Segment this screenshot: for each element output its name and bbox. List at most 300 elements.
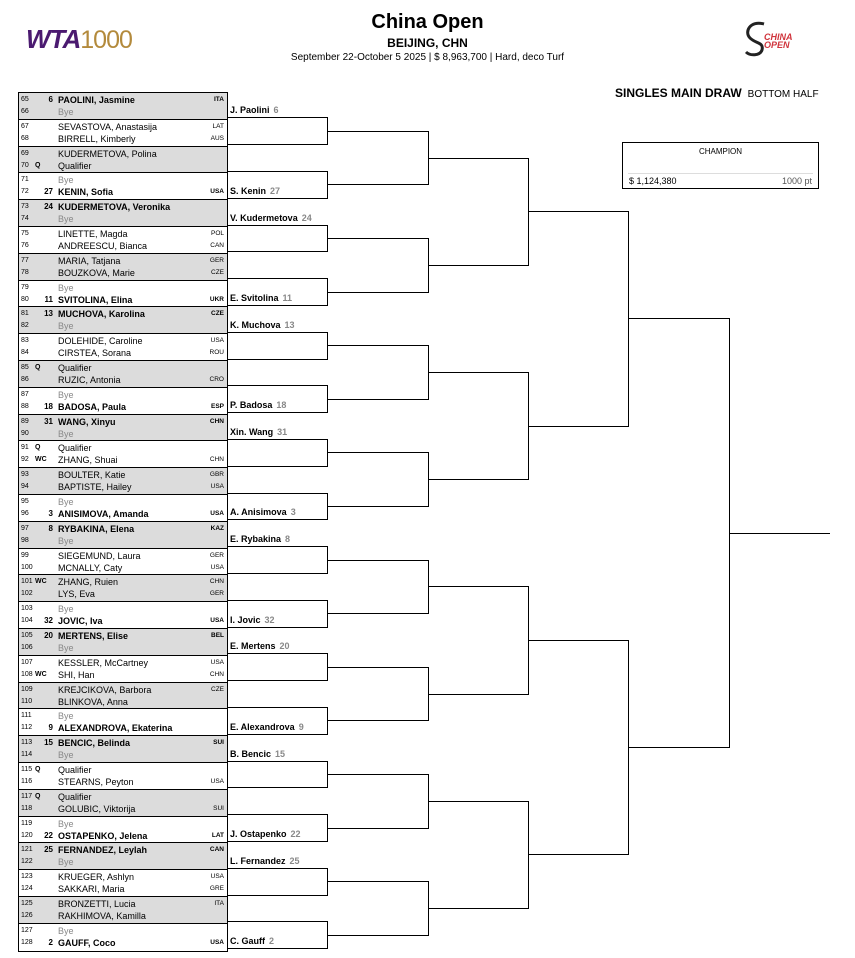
round2-player — [230, 400, 326, 411]
draw-position: 120 — [21, 831, 33, 839]
round2-name: L. Fernandez — [230, 856, 286, 866]
bracket-line — [228, 948, 327, 949]
round2-player — [230, 293, 326, 304]
bracket-line — [327, 707, 328, 735]
player-name: Bye — [58, 857, 74, 868]
draw-position: 125 — [21, 899, 33, 907]
bracket-line — [228, 787, 327, 788]
player-row — [19, 201, 227, 213]
bracket-line — [628, 211, 629, 427]
match-pair — [19, 709, 227, 736]
match-pair — [19, 924, 227, 951]
entry-status: WC — [35, 578, 47, 586]
bracket-line — [528, 801, 529, 909]
draw-position: 76 — [21, 241, 29, 249]
bracket-line — [228, 573, 327, 574]
draw-position: 108 — [21, 670, 33, 678]
bracket-line — [327, 881, 428, 882]
player-row — [19, 550, 227, 562]
match-pair — [19, 602, 227, 629]
player-nation: POL — [210, 229, 224, 237]
bracket-line — [428, 586, 528, 587]
draw-position: 97 — [21, 524, 29, 532]
bracket-line — [729, 533, 830, 534]
entry-status: Q — [35, 765, 41, 773]
player-name: Bye — [58, 642, 74, 653]
entry-status: Q — [35, 161, 41, 169]
round2-player — [230, 722, 326, 733]
bracket-line — [228, 868, 327, 869]
player-row — [19, 898, 227, 910]
player-row — [19, 710, 227, 722]
player-name: Bye — [58, 175, 74, 186]
draw-position: 115 — [21, 765, 33, 773]
draw-position: 106 — [21, 643, 33, 651]
bracket-line — [428, 908, 528, 909]
player-nation: CZE — [211, 310, 224, 318]
player-row — [19, 94, 227, 106]
bracket-line — [228, 680, 327, 681]
player-nation: USA — [210, 873, 224, 881]
match-pair — [19, 468, 227, 495]
player-row — [19, 320, 227, 332]
draw-position: 111 — [21, 712, 32, 720]
player-row — [19, 844, 227, 856]
bracket-line — [228, 707, 327, 708]
tournament-title: China Open — [371, 11, 484, 33]
draw-position: 70 — [21, 161, 29, 169]
draw-position: 74 — [21, 215, 29, 223]
player-name: LYS, Eva — [58, 589, 95, 600]
match-pair — [19, 334, 227, 361]
bracket-line — [327, 613, 428, 614]
round2-name: E. Rybakina — [230, 534, 282, 544]
bracket-line — [327, 774, 428, 775]
player-row — [19, 308, 227, 320]
draw-position: 82 — [21, 322, 29, 330]
draw-title: SINGLES MAIN DRAW BOTTOM HALF — [615, 86, 819, 100]
player-name: SAKKARI, Maria — [58, 884, 125, 895]
match-pair — [19, 817, 227, 844]
draw-position: 110 — [21, 697, 33, 705]
match-pair — [19, 441, 227, 468]
round2-seed: 31 — [277, 427, 288, 437]
player-name: DOLEHIDE, Caroline — [58, 336, 143, 347]
draw-position: 75 — [21, 229, 29, 237]
player-nation: AUS — [210, 134, 224, 142]
match-pair — [19, 736, 227, 763]
round2-seed: 22 — [290, 829, 301, 839]
player-row — [19, 174, 227, 186]
bracket-line — [428, 372, 528, 373]
tournament-info: September 22-October 5 2025 | $ 8,963,700 | Hard, deco Turf — [290, 52, 565, 63]
player-name: Bye — [58, 925, 74, 936]
match-pair — [19, 227, 227, 254]
bracket-line — [228, 519, 327, 520]
player-nation: GBR — [209, 471, 224, 479]
draw-position: 68 — [21, 134, 29, 142]
draw-position: 119 — [21, 819, 33, 827]
bracket-line — [327, 238, 428, 239]
seed-number: 13 — [44, 309, 53, 319]
match-pair — [19, 656, 227, 683]
round2-player — [230, 615, 326, 626]
player-row — [19, 910, 227, 922]
draw-position: 128 — [21, 938, 33, 946]
match-pair — [19, 307, 227, 334]
draw-position: 69 — [21, 149, 29, 157]
player-row — [19, 883, 227, 895]
first-round-draw — [18, 92, 228, 952]
match-pair — [19, 897, 227, 924]
player-name: PAOLINI, Jasmine — [58, 95, 135, 105]
player-row — [19, 791, 227, 803]
player-nation: UKR — [209, 295, 224, 303]
round2-seed: 3 — [290, 507, 296, 517]
bracket-line — [628, 318, 729, 319]
draw-position: 79 — [21, 283, 29, 291]
match-pair — [19, 763, 227, 790]
player-name: SVITOLINA, Elina — [58, 294, 133, 305]
round2-name: J. Ostapenko — [230, 829, 287, 839]
player-row — [19, 416, 227, 428]
player-name: Bye — [58, 818, 74, 829]
round2-player — [230, 213, 326, 224]
round2-seed: 2 — [269, 936, 275, 946]
player-row — [19, 401, 227, 413]
round2-name: C. Gauff — [230, 936, 265, 946]
bracket-line — [228, 627, 327, 628]
player-name: RUZIC, Antonia — [58, 374, 121, 385]
round2-player — [230, 856, 326, 867]
seed-number: 3 — [48, 508, 53, 518]
player-name: WANG, Xinyu — [58, 416, 116, 427]
player-nation: ROU — [209, 349, 224, 357]
round2-seed: 9 — [298, 722, 304, 732]
player-row — [19, 469, 227, 481]
player-name: KREJCIKOVA, Barbora — [58, 684, 152, 695]
round2-name: S. Kenin — [230, 186, 267, 196]
player-row — [19, 576, 227, 588]
match-pair — [19, 281, 227, 308]
player-name: Qualifier — [58, 443, 92, 454]
player-row — [19, 776, 227, 788]
player-row — [19, 615, 227, 627]
round2-seed: 20 — [279, 641, 290, 651]
player-name: SEVASTOVA, Anastasija — [58, 121, 158, 132]
draw-position: 81 — [21, 310, 29, 318]
match-pair — [19, 200, 227, 227]
player-name: MERTENS, Elise — [58, 630, 129, 641]
seed-number: 11 — [44, 294, 53, 304]
bracket-line — [228, 117, 327, 118]
bracket-line — [228, 359, 327, 360]
bracket-line — [428, 694, 528, 695]
player-name: GAUFF, Coco — [58, 937, 116, 948]
player-name: RAKHIMOVA, Kamilla — [58, 910, 146, 921]
round2-name: V. Kudermetova — [230, 213, 298, 223]
player-nation: ITA — [214, 899, 224, 907]
bracket-line — [228, 305, 327, 306]
player-name: ANISIMOVA, Amanda — [58, 508, 149, 519]
match-pair — [19, 415, 227, 442]
bracket-line — [528, 158, 529, 266]
bracket-line — [228, 225, 327, 226]
player-nation: USA — [210, 658, 224, 666]
round2-seed: 18 — [276, 400, 287, 410]
draw-position: 114 — [21, 751, 33, 759]
player-row — [19, 603, 227, 615]
draw-position: 66 — [21, 108, 29, 115]
player-row — [19, 722, 227, 734]
seed-number: 20 — [44, 630, 53, 640]
draw-position: 107 — [21, 658, 33, 666]
player-nation: GER — [209, 590, 224, 598]
player-name: BOULTER, Katie — [58, 470, 126, 481]
draw-position: 99 — [21, 551, 29, 559]
round2-name: P. Badosa — [230, 400, 273, 410]
match-pair — [19, 254, 227, 281]
player-row — [19, 294, 227, 306]
player-name: KUDERMETOVA, Polina — [58, 148, 157, 159]
match-pair — [19, 361, 227, 388]
bracket-line — [327, 452, 428, 453]
bracket-line — [228, 895, 327, 896]
player-nation: GER — [209, 256, 224, 264]
player-nation: CAN — [210, 241, 224, 249]
draw-position: 83 — [21, 337, 29, 345]
player-row — [19, 255, 227, 267]
draw-position: 92 — [21, 456, 29, 464]
bracket-line — [228, 546, 327, 547]
player-row — [19, 630, 227, 642]
player-nation: USA — [210, 337, 224, 345]
bracket-line — [528, 211, 628, 212]
player-row — [19, 657, 227, 669]
draw-position: 94 — [21, 483, 29, 491]
round2-seed: 6 — [273, 105, 279, 115]
china-open-logo: CHINA OPEN — [742, 18, 812, 58]
player-name: Qualifier — [58, 362, 92, 373]
bracket-line — [428, 560, 429, 614]
round2-player — [230, 507, 326, 518]
draw-position: 113 — [21, 739, 33, 747]
bracket-line — [428, 265, 528, 266]
draw-position: 116 — [21, 777, 33, 785]
player-name: LINETTE, Magda — [58, 228, 128, 239]
player-name: STEARNS, Peyton — [58, 776, 134, 787]
player-row — [19, 669, 227, 681]
player-row — [19, 696, 227, 708]
draw-position: 96 — [21, 509, 29, 517]
player-row — [19, 642, 227, 654]
player-name: Bye — [58, 496, 74, 507]
player-name: Bye — [58, 214, 74, 225]
player-nation: USA — [210, 563, 224, 571]
draw-position: 118 — [21, 804, 33, 812]
draw-position: 102 — [21, 590, 33, 598]
player-nation: SUI — [213, 804, 224, 812]
bracket-line — [228, 921, 327, 922]
round2-seed: 27 — [270, 186, 281, 196]
bracket-line — [528, 854, 628, 855]
round2-player — [230, 534, 326, 545]
match-pair — [19, 683, 227, 710]
player-row — [19, 803, 227, 815]
bracket-line — [528, 426, 628, 427]
player-row — [19, 856, 227, 868]
match-pair — [19, 629, 227, 656]
player-name: Bye — [58, 750, 74, 761]
bracket-line — [228, 653, 327, 654]
player-name: CIRSTEA, Sorana — [58, 348, 132, 359]
match-pair — [19, 93, 227, 120]
bracket-line — [327, 399, 428, 400]
player-name: ANDREESCU, Bianca — [58, 240, 148, 251]
bracket-line — [428, 479, 528, 480]
player-nation: CHN — [209, 456, 224, 464]
draw-position: 86 — [21, 375, 29, 383]
bracket-line — [228, 600, 327, 601]
player-nation: USA — [210, 617, 224, 625]
player-row — [19, 428, 227, 440]
round2-seed: 32 — [264, 615, 275, 625]
seed-number: 18 — [44, 401, 53, 411]
bracket-line — [327, 292, 428, 293]
draw-position: 121 — [21, 846, 33, 854]
player-row — [19, 347, 227, 359]
draw-position: 105 — [21, 631, 33, 639]
round2-seed: 24 — [301, 213, 312, 223]
match-pair — [19, 147, 227, 174]
player-nation: CHN — [209, 670, 224, 678]
player-row — [19, 937, 227, 949]
entry-status: WC — [35, 456, 47, 464]
match-pair — [19, 549, 227, 576]
seed-number: 2 — [48, 937, 53, 947]
player-name: Bye — [58, 428, 74, 439]
player-row — [19, 133, 227, 145]
player-row — [19, 106, 227, 118]
player-name: MUCHOVA, Karolina — [58, 309, 145, 320]
bracket-line — [327, 935, 428, 936]
player-nation: USA — [210, 938, 224, 946]
bracket-line — [428, 158, 528, 159]
draw-position: 112 — [21, 724, 33, 732]
match-pair — [19, 870, 227, 897]
player-row — [19, 764, 227, 776]
player-row — [19, 240, 227, 252]
draw-position: 100 — [21, 563, 33, 571]
player-nation: LAT — [211, 831, 224, 839]
player-row — [19, 148, 227, 160]
bracket-line — [228, 278, 327, 279]
round2-player — [230, 427, 326, 438]
player-name: SHI, Han — [58, 669, 95, 680]
player-row — [19, 818, 227, 830]
bracket-line — [228, 412, 327, 413]
draw-position: 71 — [21, 176, 29, 184]
entry-status: Q — [35, 792, 41, 800]
bracket-line — [228, 439, 327, 440]
draw-position: 77 — [21, 256, 29, 264]
draw-position: 91 — [21, 444, 29, 452]
match-pair — [19, 843, 227, 870]
player-name: OSTAPENKO, Jelena — [58, 830, 148, 841]
round2-player — [230, 186, 326, 197]
player-name: Qualifier — [58, 160, 92, 171]
draw-position: 89 — [21, 417, 29, 425]
player-name: Bye — [58, 321, 74, 332]
player-nation: BEL — [211, 631, 224, 639]
player-name: JOVIC, Iva — [58, 616, 103, 627]
player-nation: USA — [210, 188, 224, 196]
bracket-line — [327, 345, 428, 346]
entry-status: Q — [35, 444, 41, 452]
round2-player — [230, 829, 326, 840]
bracket-line — [327, 828, 428, 829]
player-nation: CHN — [209, 417, 224, 425]
player-name: BOUZKOVA, Marie — [58, 267, 135, 278]
player-row — [19, 160, 227, 172]
bracket-line — [228, 332, 327, 333]
bracket-line — [327, 506, 428, 507]
match-pair — [19, 522, 227, 549]
bracket-line — [228, 198, 327, 199]
player-row — [19, 282, 227, 294]
match-pair — [19, 388, 227, 415]
draw-position: 84 — [21, 349, 29, 357]
bracket-line — [228, 814, 327, 815]
bracket-line — [228, 144, 327, 145]
player-name: MCNALLY, Caty — [58, 562, 123, 573]
player-nation: CAN — [209, 846, 224, 854]
draw-position: 104 — [21, 617, 33, 625]
bracket-line — [228, 171, 327, 172]
draw-position: 67 — [21, 122, 29, 130]
player-nation: ITA — [214, 96, 224, 103]
bracket-line — [327, 667, 428, 668]
draw-position: 124 — [21, 885, 33, 893]
draw-position: 109 — [21, 685, 33, 693]
player-name: Bye — [58, 282, 74, 293]
round2-name: E. Alexandrova — [230, 722, 295, 732]
draw-position: 88 — [21, 402, 29, 410]
draw-position: 127 — [21, 926, 33, 934]
player-name: BENCIC, Belinda — [58, 738, 131, 749]
bracket-line — [528, 640, 628, 641]
draw-position: 80 — [21, 295, 29, 303]
round2-name: A. Anisimova — [230, 507, 287, 517]
player-name: ALEXANDROVA, Ekaterina — [58, 723, 173, 734]
seed-number: 6 — [48, 95, 53, 104]
player-row — [19, 213, 227, 225]
draw-position: 123 — [21, 873, 33, 881]
seed-number: 32 — [44, 616, 53, 626]
bracket-line — [228, 466, 327, 467]
draw-position: 72 — [21, 188, 29, 196]
match-pair — [19, 575, 227, 602]
round2-player — [230, 320, 326, 331]
bracket-line — [327, 131, 428, 132]
tournament-location: BEIJING, CHN — [387, 36, 468, 50]
draw-position: 65 — [21, 96, 29, 103]
player-row — [19, 749, 227, 761]
player-row — [19, 588, 227, 600]
bracket-line — [228, 734, 327, 735]
player-name: ZHANG, Ruien — [58, 577, 119, 588]
player-nation: SUI — [213, 739, 224, 747]
